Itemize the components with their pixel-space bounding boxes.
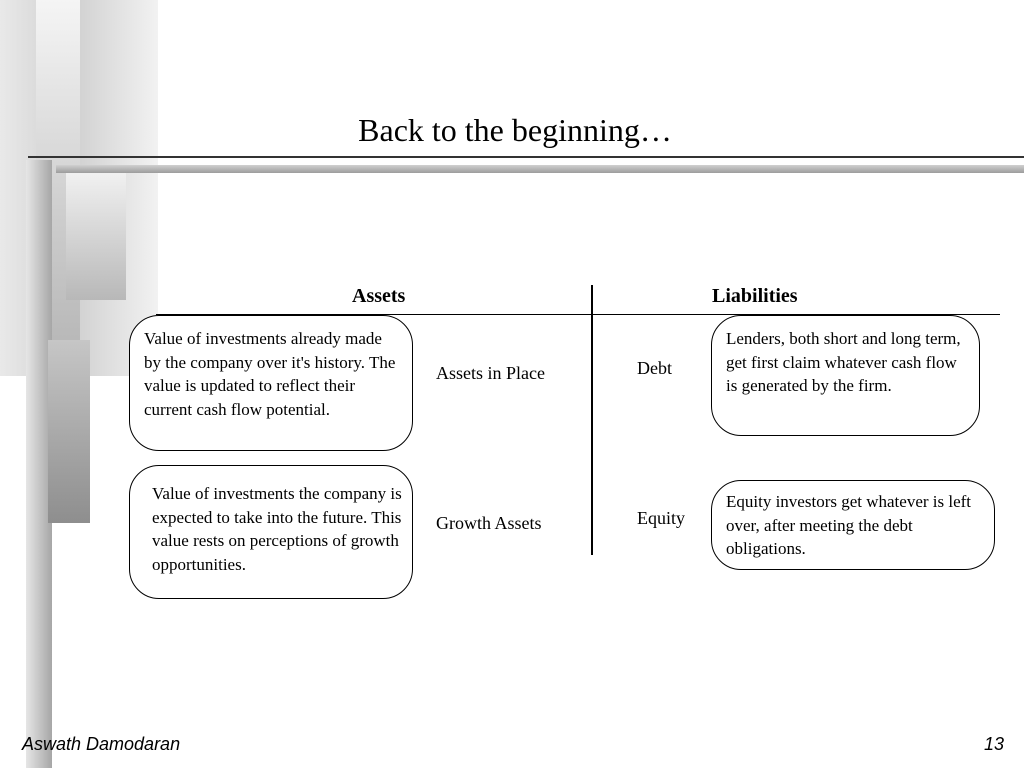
growth-assets-description: Value of investments the company is expected to take into the future. This value rests on perceptions of growth opportunities. [129,465,413,599]
liabilities-heading: Liabilities [712,285,798,307]
footer-author: Aswath Damodaran [22,734,181,754]
assets-in-place-label: Assets in Place [436,363,545,383]
assets-in-place-description: Value of investments already made by the company over it's history. The value is updated to reflect their current cash flow potential. [129,315,413,451]
title-divider-shadow [56,165,1024,173]
decorative-bar [48,340,90,523]
debt-label: Debt [637,358,672,378]
equity-description: Equity investors get whatever is left over, after meeting the debt obligations. [711,480,995,570]
slide-title: Back to the beginning… [358,112,672,148]
debt-description: Lenders, both short and long term, get first claim whatever cash flow is generated by the firm. [711,315,980,436]
balance-sheet-vertical-rule [591,285,593,555]
growth-assets-label: Growth Assets [436,513,542,533]
equity-label: Equity [637,508,685,528]
assets-heading: Assets [352,285,406,307]
title-divider [28,156,1024,158]
footer-page-number: 13 [983,734,1004,754]
decorative-bar [66,170,126,300]
